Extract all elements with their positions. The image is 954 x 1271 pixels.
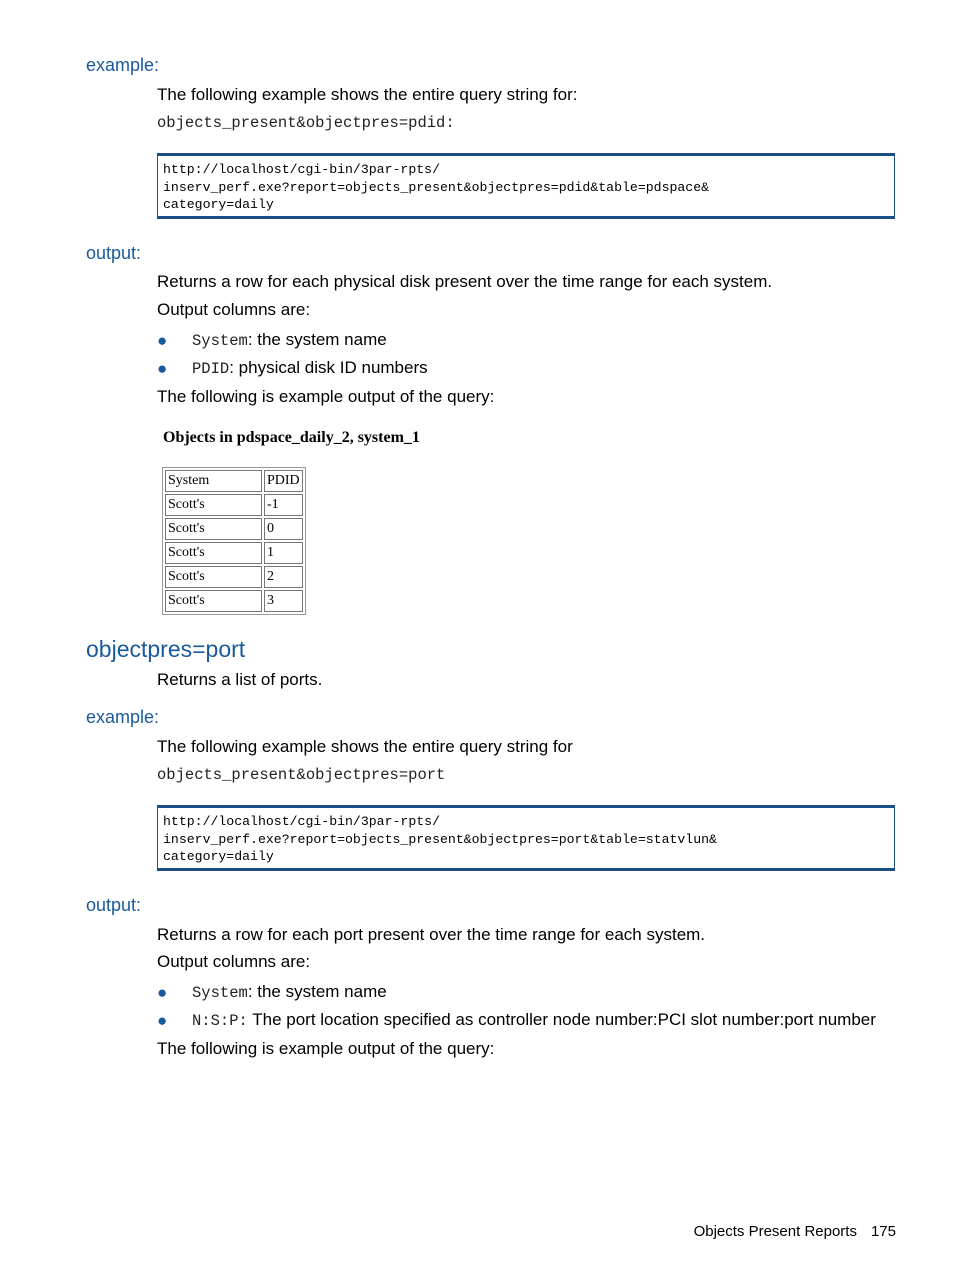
table-row [165, 494, 303, 516]
table-row [165, 542, 303, 564]
table-row [165, 518, 303, 540]
code-line: category=daily [163, 197, 274, 212]
table-header-row [165, 470, 303, 492]
output-columns-intro: Output columns are: [157, 300, 311, 319]
example-intro: The following example shows the entire query string for [157, 737, 573, 756]
code-block [157, 153, 895, 219]
table-cell: 2 [264, 566, 303, 588]
bullet-dot: ● [157, 983, 168, 1002]
column-description: : the system name [247, 330, 387, 349]
table-cell: Scott's [165, 494, 262, 516]
column-name: N:S:P: [192, 1012, 248, 1030]
table-cell: Scott's [165, 518, 262, 540]
example-label: example: [86, 55, 160, 75]
table-header: PDID [264, 470, 303, 492]
query-string: objects_present&objectpres=port [157, 766, 446, 784]
page-footer [680, 1223, 896, 1240]
column-name: System [192, 332, 248, 350]
bullet-item [192, 982, 387, 1002]
code-line: http://localhost/cgi-bin/3par-rpts/ [163, 162, 440, 177]
output-label: output: [86, 243, 142, 263]
bullet-dot: ● [157, 1011, 168, 1030]
section-heading: objectpres=port [86, 636, 246, 662]
table-cell: Scott's [165, 566, 262, 588]
column-description: : physical disk ID numbers [229, 358, 428, 377]
bullet-dot: ● [157, 359, 168, 378]
example-label: example: [86, 707, 160, 727]
section-description: Returns a list of ports. [157, 670, 323, 689]
table-cell: -1 [264, 494, 303, 516]
example-intro: The following example shows the entire query string for: [157, 85, 578, 104]
column-description: : the system name [247, 982, 387, 1001]
column-description: The port location specified as controller node number:PCI slot number:port number [247, 1010, 876, 1029]
output-description: Returns a row for each port present over the time range for each system. [157, 925, 706, 944]
table-cell: Scott's [165, 590, 262, 612]
bullet-dot: ● [157, 331, 168, 350]
table-cell: 0 [264, 518, 303, 540]
follow-text: The following is example output of the query: [157, 387, 495, 406]
query-string: objects_present&objectpres=pdid: [157, 114, 455, 132]
code-line: inserv_perf.exe?report=objects_present&objectpres=port&table=statvlun& [163, 831, 717, 847]
output-description: Returns a row for each physical disk present over the time range for each system. [157, 272, 773, 291]
table-row [165, 566, 303, 588]
code-block [157, 805, 895, 871]
table-header: System [165, 470, 262, 492]
output-columns-intro: Output columns are: [157, 952, 311, 971]
code-line: inserv_perf.exe?report=objects_present&objectpres=pdid&table=pdspace& [163, 179, 710, 195]
page-number: 175 [870, 1223, 896, 1240]
column-name: PDID [192, 360, 230, 378]
table-cell: Scott's [165, 542, 262, 564]
table-title: Objects in pdspace_daily_2, system_1 [163, 429, 420, 446]
table-row [165, 590, 303, 612]
table-cell: 3 [264, 590, 303, 612]
table-cell: 1 [264, 542, 303, 564]
bullet-item [192, 330, 387, 350]
code-line: http://localhost/cgi-bin/3par-rpts/ [163, 814, 440, 829]
footer-title: Objects Present Reports [693, 1223, 857, 1240]
bullet-item [192, 358, 428, 378]
objects-table [162, 467, 306, 615]
code-line: category=daily [163, 849, 274, 864]
follow-text: The following is example output of the query: [157, 1039, 495, 1058]
bullet-item [192, 1010, 876, 1030]
column-name: System [192, 984, 248, 1002]
output-label: output: [86, 895, 142, 915]
